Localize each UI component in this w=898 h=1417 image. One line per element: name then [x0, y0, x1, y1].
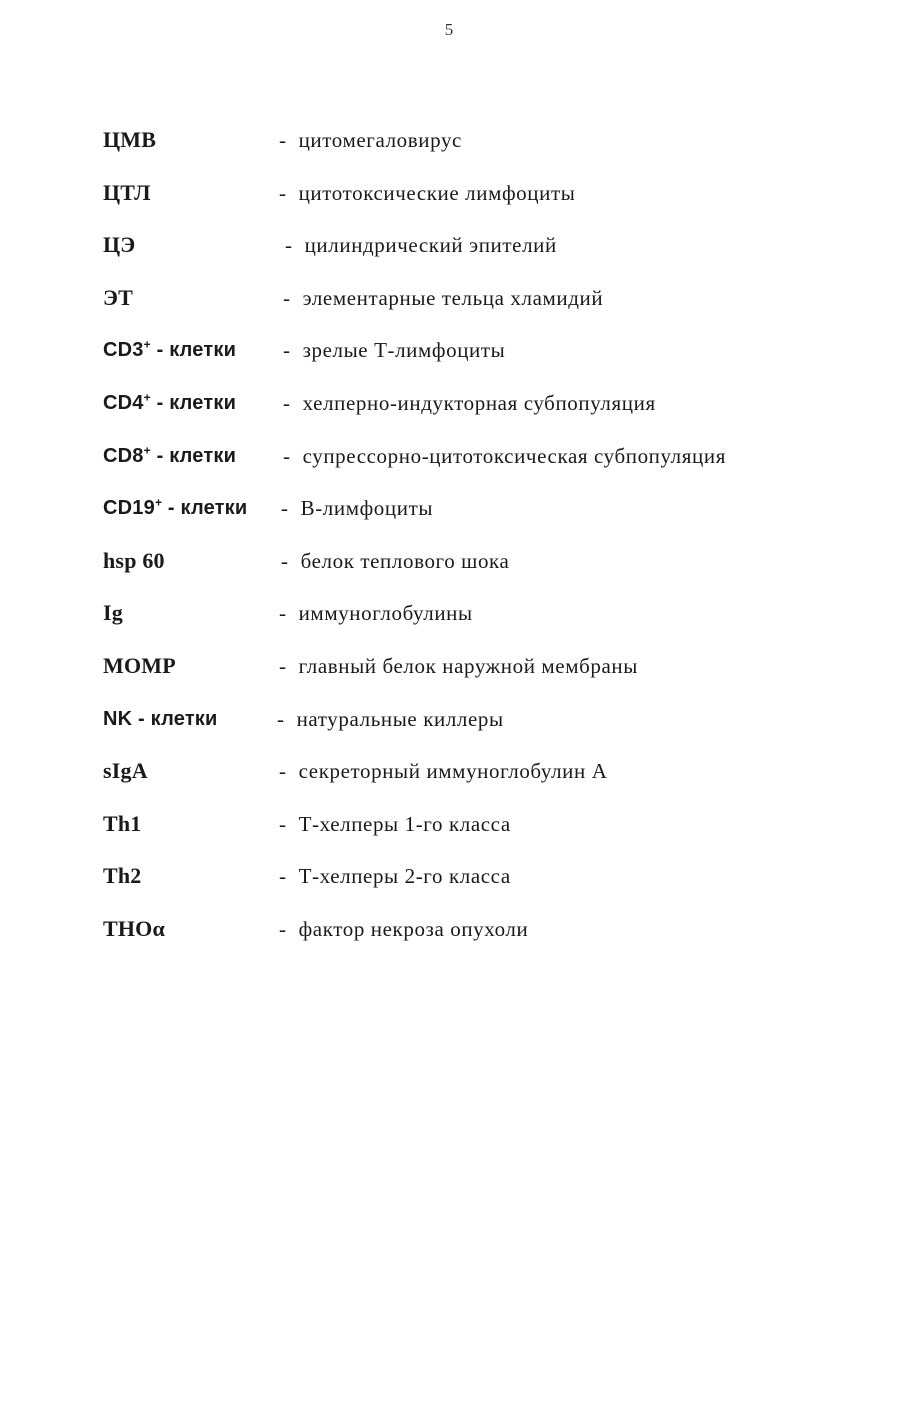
abbreviation-term: ЭТ: [103, 284, 133, 310]
abbreviation-row-nk: [103, 705, 863, 758]
abbreviation-row-cmv: [103, 126, 863, 179]
abbreviation-definition: - В-лимфоциты: [281, 496, 434, 521]
abbreviation-row-tnf: [103, 915, 863, 968]
abbreviation-row-th1: [103, 810, 863, 863]
abbreviation-definition: - секреторный иммуноглобулин А: [279, 759, 608, 784]
abbreviation-definition: - Т-хелперы 2-го класса: [279, 864, 511, 889]
abbreviation-term: CD8+ - клетки: [103, 442, 237, 467]
abbreviation-definition: - хелперно-индукторная субпопуляция: [283, 390, 656, 415]
abbreviation-row-cd19: [103, 494, 863, 547]
abbreviation-term: ЦЭ: [103, 232, 136, 258]
abbreviation-term: sIgA: [103, 758, 148, 784]
abbreviation-definition: - белок теплового шока: [281, 548, 510, 573]
abbreviation-row-siga: [103, 757, 863, 810]
page-number: 5: [444, 20, 454, 39]
abbreviation-term: CD4+ - клетки: [103, 390, 237, 414]
abbreviation-row-cd4: [103, 389, 863, 442]
abbreviation-term: hsp 60: [103, 547, 165, 573]
abbreviation-definition: - фактор некроза опухоли: [279, 916, 529, 941]
abbreviation-term: ЦМВ: [103, 127, 157, 152]
abbreviation-definition: - натуральные киллеры: [277, 706, 504, 731]
abbreviation-row-cd3: [103, 336, 863, 389]
abbreviation-term: Ig: [103, 600, 123, 626]
abbreviation-definition: - элементарные тельца хламидий: [283, 285, 604, 310]
abbreviation-term: MOMP: [103, 652, 176, 678]
abbreviation-term: Th1: [103, 810, 142, 836]
abbreviation-row-hsp60: [103, 547, 863, 600]
abbreviation-definition: - цитотоксические лимфоциты: [279, 180, 576, 205]
abbreviation-term: NK - клетки: [103, 707, 218, 730]
abbreviation-definition: - зрелые Т-лимфоциты: [283, 338, 506, 363]
abbreviation-row-cd8: [103, 442, 863, 495]
abbreviation-term: ТНОα: [103, 915, 165, 941]
abbreviation-definition: - Т-хелперы 1-го класса: [279, 811, 511, 836]
abbreviation-term: CD19+ - клетки: [103, 495, 248, 520]
abbreviation-list: [103, 126, 863, 968]
abbreviation-definition: - супрессорно-цитотоксическая субпопуляция: [283, 443, 726, 468]
abbreviation-definition: - цилиндрический эпителий: [285, 233, 557, 258]
abbreviation-term: ЦТЛ: [103, 179, 151, 205]
abbreviation-row-et: [103, 284, 863, 337]
abbreviation-row-ig: [103, 599, 863, 652]
abbreviation-row-th2: [103, 862, 863, 915]
abbreviation-term: Th2: [103, 863, 142, 889]
abbreviation-row-ce: [103, 231, 863, 284]
abbreviation-row-momp: [103, 652, 863, 705]
abbreviation-row-ctl: [103, 179, 863, 232]
abbreviation-definition: - цитомегаловирус: [279, 128, 462, 152]
abbreviation-definition: - главный белок наружной мембраны: [279, 653, 638, 678]
abbreviation-definition: - иммуноглобулины: [279, 601, 473, 626]
abbreviation-term: CD3+ - клетки: [103, 337, 237, 362]
